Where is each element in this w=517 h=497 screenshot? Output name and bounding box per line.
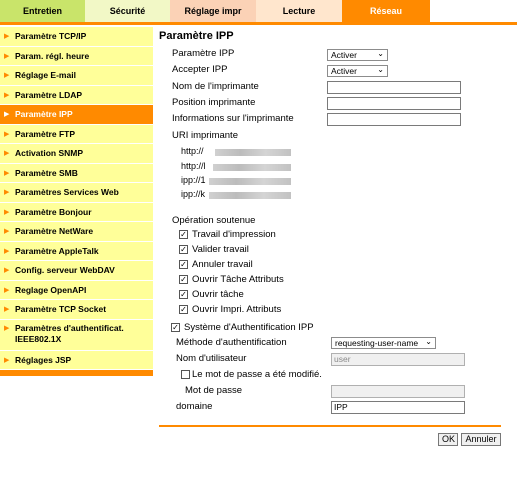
arrow-icon: ▶ <box>4 33 10 40</box>
uri-value-1: http:// <box>181 146 204 156</box>
op-label-open-job: Ouvrir tâche <box>192 289 244 300</box>
printer-info-input[interactable] <box>327 113 461 126</box>
ok-button[interactable]: OK <box>438 433 458 446</box>
tab-securite[interactable]: Sécurité <box>85 0 170 22</box>
sidebar-item-web-services[interactable]: ▶ Paramètres Services Web <box>0 183 153 203</box>
op-label-validate-job: Valider travail <box>192 244 249 255</box>
printer-location-input[interactable] <box>327 97 461 110</box>
arrow-icon: ▶ <box>4 130 10 138</box>
auth-system-checkbox[interactable]: ✓ <box>172 323 179 332</box>
ipp-setting-label: Paramètre IPP <box>172 48 235 59</box>
tab-bar <box>0 0 430 22</box>
tab-entretien[interactable]: Entretien <box>0 0 85 22</box>
op-label-job-attributes: Ouvrir Tâche Attributs <box>192 274 284 285</box>
printer-info-label: Informations sur l'imprimante <box>172 113 294 124</box>
sidebar-item-webdav[interactable]: ▶ Config. serveur WebDAV <box>0 261 153 281</box>
arrow-icon: ▶ <box>4 247 10 255</box>
arrow-icon: ▶ <box>4 356 10 364</box>
printer-name-label: Nom de l'imprimante <box>172 81 259 92</box>
sidebar-item-ipp[interactable]: ▶ Paramètre IPP <box>0 105 153 125</box>
auth-method-select[interactable]: requesting-user-name ⌄ <box>331 337 436 349</box>
bottom-divider <box>159 425 501 427</box>
arrow-icon: ▶ <box>4 189 10 196</box>
sidebar-item-ftp[interactable]: ▶ Paramètre FTP <box>0 125 153 145</box>
sidebar-item-smb[interactable]: ▶ Paramètre SMB <box>0 164 153 184</box>
printer-uri-label: URI imprimante <box>172 130 238 141</box>
auth-method-label: Méthode d'authentification <box>176 337 287 348</box>
uri-redacted-1 <box>215 149 291 156</box>
arrow-icon: ▶ <box>4 91 10 99</box>
username-input[interactable]: user <box>331 353 465 366</box>
uri-value-4: ipp://k <box>181 189 206 199</box>
arrow-icon: ▶ <box>4 150 10 157</box>
uri-redacted-4 <box>209 192 291 199</box>
sidebar-item-netware[interactable]: ▶ Paramètre NetWare <box>0 222 153 242</box>
printer-location-label: Position imprimante <box>172 97 256 108</box>
sidebar <box>0 27 153 376</box>
sidebar-item-heure[interactable]: ▶ Param. régl. heure <box>0 47 153 67</box>
chevron-down-icon: ⌄ <box>377 65 384 74</box>
sidebar-item-email[interactable]: ▶ Réglage E-mail <box>0 66 153 86</box>
op-checkbox-printer-attributes[interactable]: ✓ <box>180 305 187 314</box>
arrow-icon: ▶ <box>4 52 10 60</box>
op-label-cancel-job: Annuler travail <box>192 259 253 270</box>
arrow-icon: ▶ <box>4 324 10 332</box>
arrow-icon: ▶ <box>4 111 10 118</box>
ipp-setting-select[interactable]: Activer ⌄ <box>327 49 388 61</box>
operations-label: Opération soutenue <box>172 215 256 226</box>
accept-ipp-select[interactable]: Activer ⌄ <box>327 65 388 77</box>
chevron-down-icon: ⌄ <box>377 49 384 58</box>
arrow-icon: ▶ <box>4 169 10 177</box>
op-checkbox-open-job[interactable]: ✓ <box>180 290 187 299</box>
password-changed-checkbox[interactable] <box>181 370 190 379</box>
sidebar-bottom-bar <box>0 370 153 376</box>
sidebar-item-ieee8021x[interactable]: ▶ Paramètres d'authentificat. IEEE802.1X <box>0 320 153 351</box>
chevron-down-icon: ⌄ <box>425 337 432 346</box>
password-changed-label: Le mot de passe a été modifié. <box>192 369 322 380</box>
sidebar-item-snmp[interactable]: ▶ Activation SNMP <box>0 144 153 164</box>
op-checkbox-cancel-job[interactable]: ✓ <box>180 260 187 269</box>
uri-value-2: http://l <box>181 161 206 171</box>
cancel-button[interactable]: Annuler <box>461 433 501 446</box>
arrow-icon: ▶ <box>4 286 10 294</box>
domain-label: domaine <box>176 401 213 412</box>
op-label-print-job: Travail d'impression <box>192 229 276 240</box>
arrow-icon: ▶ <box>4 72 10 79</box>
sidebar-item-tcpip[interactable]: ▶ Paramètre TCP/IP <box>0 27 153 47</box>
sidebar-item-jsp[interactable]: ▶ Réglages JSP <box>0 351 153 371</box>
uri-redacted-3 <box>209 178 291 185</box>
tab-reseau[interactable]: Réseau <box>342 0 430 22</box>
op-checkbox-job-attributes[interactable]: ✓ <box>180 275 187 284</box>
op-label-printer-attributes: Ouvrir Impri. Attributs <box>192 304 282 315</box>
sidebar-item-ldap[interactable]: ▶ Paramètre LDAP <box>0 86 153 106</box>
arrow-icon: ▶ <box>4 267 10 274</box>
op-checkbox-validate-job[interactable]: ✓ <box>180 245 187 254</box>
page-title: Paramètre IPP <box>159 30 234 42</box>
password-input[interactable] <box>331 385 465 398</box>
op-checkbox-print-job[interactable]: ✓ <box>180 230 187 239</box>
accept-ipp-label: Accepter IPP <box>172 64 228 75</box>
username-label: Nom d'utilisateur <box>176 353 247 364</box>
sidebar-item-tcp-socket[interactable]: ▶ Paramètre TCP Socket <box>0 300 153 320</box>
sidebar-item-openapi[interactable]: ▶ Reglage OpenAPI <box>0 281 153 301</box>
uri-value-3: ipp://1 <box>181 175 206 185</box>
arrow-icon: ▶ <box>4 306 10 313</box>
sidebar-item-appletalk[interactable]: ▶ Paramètre AppleTalk <box>0 242 153 262</box>
arrow-icon: ▶ <box>4 228 10 235</box>
sidebar-item-bonjour[interactable]: ▶ Paramètre Bonjour <box>0 203 153 223</box>
tab-underline <box>0 22 517 25</box>
auth-system-label: Système d'Authentification IPP <box>184 322 314 333</box>
domain-input[interactable]: IPP <box>331 401 465 414</box>
tab-lecture[interactable]: Lecture <box>256 0 342 22</box>
arrow-icon: ▶ <box>4 208 10 216</box>
uri-redacted-2 <box>213 164 291 171</box>
printer-name-input[interactable] <box>327 81 461 94</box>
password-label: Mot de passe <box>185 385 243 396</box>
tab-reglage-impr[interactable]: Réglage impr <box>170 0 256 22</box>
